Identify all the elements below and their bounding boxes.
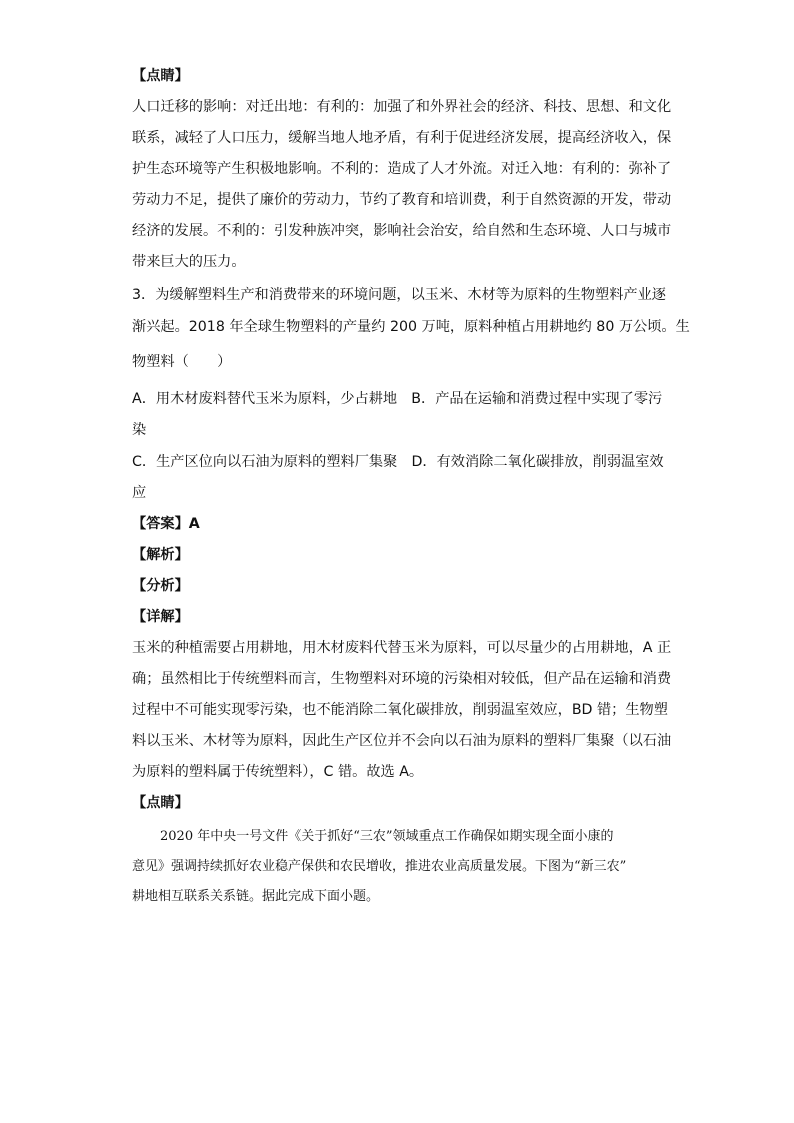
text-line: 劳动力不足，提供了廉价的劳动力，节约了教育和培训费，利于自然资源的开发，带动 bbox=[132, 192, 672, 208]
analysis-heading: 【解析】 bbox=[132, 547, 189, 563]
text-line: 经济的发展。不利的：引发种族冲突，影响社会治安，给自然和生态环境、人口与城市 bbox=[132, 223, 672, 239]
heading-dianjing-1: 【点睛】 bbox=[132, 68, 189, 84]
text-line: 过程中不可能实现零污染，也不能消除二氧化碳排放，削弱温室效应，BD 错；生物塑 bbox=[132, 702, 668, 718]
option-line: 染 bbox=[132, 422, 147, 438]
option-line: A．用木材废料替代玉米为原料，少占耕地 B．产品在运输和消费过程中实现了零污 bbox=[132, 391, 663, 407]
text-line: 确；虽然相比于传统塑料而言，生物塑料对环境的污染相对较低，但产品在运输和消费 bbox=[132, 671, 672, 687]
text-line: 耕地相互联系关系链。据此完成下面小题。 bbox=[132, 889, 380, 904]
text-line: 联系，减轻了人口压力，缓解当地人地矛盾，有利于促进经济发展，提高经济收入，保 bbox=[132, 130, 672, 146]
text-line: 玉米的种植需要占用耕地，用木材废料代替玉米为原料，可以尽量少的占用耕地，A 正 bbox=[132, 640, 672, 656]
text-line: 2020 年中央一号文件《关于抓好“三农”领域重点工作确保如期实现全面小康的 bbox=[160, 829, 614, 844]
heading-dianjing-2: 【点睛】 bbox=[132, 795, 189, 811]
fenxi-heading: 【分析】 bbox=[132, 578, 189, 594]
detail-heading: 【详解】 bbox=[132, 609, 189, 625]
question-line: 3．为缓解塑料生产和消费带来的环境问题，以玉米、木材等为原料的生物塑料产业逐 bbox=[132, 287, 666, 303]
text-line: 为原料的塑料属于传统塑料），C 错。故选 A。 bbox=[132, 764, 424, 780]
text-line: 料以玉米、木材等为原料，因此生产区位并不会向以石油为原料的塑料厂集聚（以石油 bbox=[132, 733, 672, 749]
text-line: 护生态环境等产生积极地影响。不利的：造成了人才外流。对迁入地：有利的：弥补了 bbox=[132, 161, 672, 177]
text-line: 人口迁移的影响：对迁出地：有利的：加强了和外界社会的经济、科技、思想、和文化 bbox=[132, 99, 672, 115]
question-line: 渐兴起。2018 年全球生物塑料的产量约 200 万吨，原料种植占用耕地约 80 万公顷。生 bbox=[132, 319, 690, 335]
answer: 【答案】A bbox=[132, 516, 200, 532]
option-line: C．生产区位向以石油为原料的塑料厂集聚 D．有效消除二氧化碳排放，削弱温室效 bbox=[132, 454, 664, 470]
text-line: 意见》强调持续抓好农业稳产保供和农民增收，推进农业高质量发展。下图为“新三农” bbox=[132, 859, 627, 874]
question-line: 物塑料（ ） bbox=[132, 354, 232, 370]
text-line: 带来巨大的压力。 bbox=[132, 254, 246, 270]
option-line: 应 bbox=[132, 485, 147, 501]
